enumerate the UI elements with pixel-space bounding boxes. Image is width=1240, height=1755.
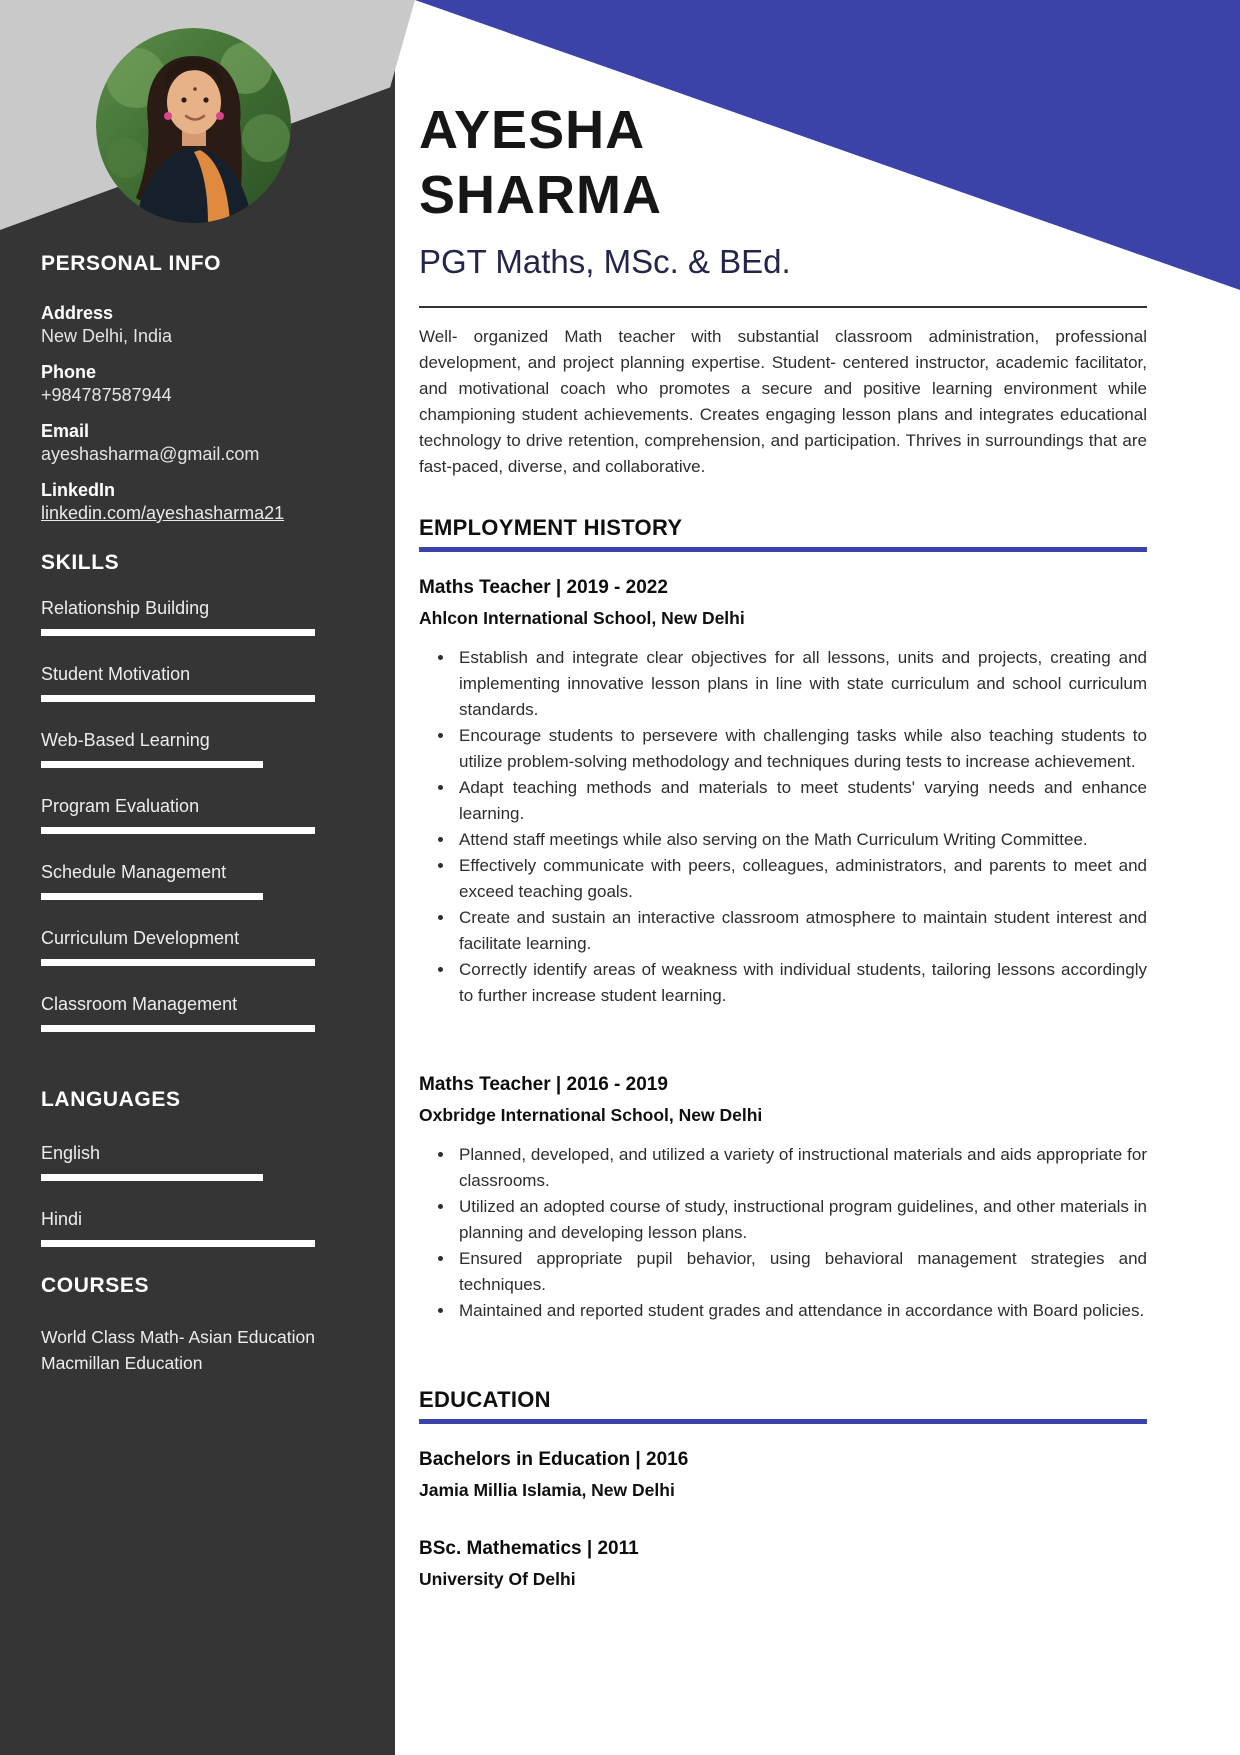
skill-label: Web-Based Learning xyxy=(41,730,210,750)
languages-list xyxy=(41,1142,375,1247)
header-divider xyxy=(419,306,1147,308)
personal-info-label: Phone xyxy=(41,362,97,382)
job-bullet: • Maintained and reported student grades and attendance in accordance with Board policies. xyxy=(455,1298,1147,1324)
job-bullet: • Adapt teaching methods and materials to meet students' varying needs and enhance learning. xyxy=(455,775,1147,827)
job-bullet: • Encourage students to persevere with challenging tasks while also teaching students to utilize problem-solving methodology and techniques during tests to increase achievement. xyxy=(455,723,1147,775)
course-line: Macmillan Education xyxy=(41,1353,203,1373)
education-school: Jamia Millia Islamia, New Delhi xyxy=(419,1480,675,1500)
language-bar-track xyxy=(41,1240,315,1247)
personal-info-label: Address xyxy=(41,303,114,323)
language-item xyxy=(41,1208,375,1247)
courses-section xyxy=(41,1274,375,1376)
job-bullet: • Effectively communicate with peers, colleagues, administrators, and parents to meet and exceed teaching goals. xyxy=(455,853,1147,905)
skill-bar-track xyxy=(41,1025,315,1032)
courses-list xyxy=(41,1324,375,1376)
skill-bar xyxy=(41,827,315,834)
education-school: University Of Delhi xyxy=(419,1569,576,1589)
job-company: Ahlcon International School, New Delhi xyxy=(419,608,745,628)
education-entry xyxy=(419,1537,1147,1590)
language-bar-track xyxy=(41,1174,315,1181)
skill-item xyxy=(41,795,375,834)
employment-history-list xyxy=(419,576,1147,1324)
language-label: Hindi xyxy=(41,1209,83,1229)
job-bullet: • Establish and integrate clear objectives for all lessons, units and projects, creating and implementing innovative lesson plans in line with state curriculum and school curriculum standards. xyxy=(455,645,1147,723)
skill-bar xyxy=(41,959,315,966)
skill-label: Schedule Management xyxy=(41,862,227,882)
personal-info-list xyxy=(41,302,375,466)
personal-info-label: Email xyxy=(41,421,90,441)
employment-history-underline xyxy=(419,547,1147,552)
skill-bar-track xyxy=(41,827,315,834)
skill-item xyxy=(41,993,375,1032)
course-line: World Class Math- Asian Education xyxy=(41,1327,315,1347)
personal-info-section xyxy=(41,252,375,525)
job-bullet: • Ensured appropriate pupil behavior, using behavioral management strategies and techniques. xyxy=(455,1246,1147,1298)
job-entry xyxy=(419,1073,1147,1324)
job-entry xyxy=(419,576,1147,1009)
personal-info-item xyxy=(41,361,375,407)
skill-label: Curriculum Development xyxy=(41,928,240,948)
job-company: Oxbridge International School, New Delhi xyxy=(419,1105,763,1125)
skill-label: Student Motivation xyxy=(41,664,191,684)
education-list xyxy=(419,1448,1147,1590)
personal-info-item xyxy=(41,420,375,466)
professional-summary: Well- organized Math teacher with substantial classroom administration, professional development, and project planning expertise. Student- centered instructor, academic facilitator, and motivational coach who promotes a secure and positive learning environment while championing student achievements. Creates engaging lesson plans and integrates educational technology to drive retention, comprehension, and participation. Thrives in surroundings that are fast-paced, diverse, and collaborative. xyxy=(419,327,1147,476)
personal-info-value: +984787587944 xyxy=(41,385,172,405)
job-bullet-list xyxy=(419,645,1147,1009)
personal-info-value: ayeshasharma@gmail.com xyxy=(41,444,260,464)
skill-item xyxy=(41,861,375,900)
skill-bar-track xyxy=(41,959,315,966)
skill-label: Classroom Management xyxy=(41,994,238,1014)
skill-bar-track xyxy=(41,893,315,900)
skill-bar xyxy=(41,761,263,768)
skill-item xyxy=(41,663,375,702)
profile-photo xyxy=(96,28,291,223)
skill-label: Program Evaluation xyxy=(41,796,200,816)
candidate-name xyxy=(419,0,1147,228)
skill-item xyxy=(41,927,375,966)
skill-item xyxy=(41,597,375,636)
job-bullet: • Attend staff meetings while also serving on the Math Curriculum Writing Committee. xyxy=(455,827,1147,853)
skill-bar xyxy=(41,1025,315,1032)
skill-bar-track xyxy=(41,761,315,768)
skill-bar-track xyxy=(41,629,315,636)
job-bullet-list xyxy=(419,1142,1147,1324)
skill-label: Relationship Building xyxy=(41,598,210,618)
languages-section xyxy=(41,1088,375,1247)
skill-item xyxy=(41,729,375,768)
linkedin-label: LinkedIn xyxy=(41,480,116,500)
name-line-2: SHARMA xyxy=(419,165,662,225)
skill-bar xyxy=(41,629,315,636)
skill-bar xyxy=(41,695,315,702)
job-title: Maths Teacher | 2019 - 2022 xyxy=(419,577,668,598)
language-item xyxy=(41,1142,375,1181)
courses-heading: COURSES xyxy=(41,1274,150,1297)
education-underline xyxy=(419,1419,1147,1424)
linkedin-link[interactable]: linkedin.com/ayeshasharma21 xyxy=(41,503,285,523)
job-bullet: • Create and sustain an interactive classroom atmosphere to maintain student interest and facilitate learning. xyxy=(455,905,1147,957)
name-line-1: AYESHA xyxy=(419,100,646,160)
personal-info-heading: PERSONAL INFO xyxy=(41,252,222,275)
personal-info-item-linkedin xyxy=(41,479,375,525)
skills-list xyxy=(41,597,375,1032)
job-bullet: • Utilized an adopted course of study, instructional program guidelines, and other materials in planning and developing lesson plans. xyxy=(455,1194,1147,1246)
skill-bar xyxy=(41,893,263,900)
languages-heading: LANGUAGES xyxy=(41,1088,181,1111)
language-bar xyxy=(41,1240,315,1247)
personal-info-value: New Delhi, India xyxy=(41,326,173,346)
candidate-title: PGT Maths, MSc. & BEd. xyxy=(419,243,791,280)
skills-heading: SKILLS xyxy=(41,551,120,574)
job-bullet: • Correctly identify areas of weakness with individual students, tailoring lessons accordingly to further increase student learning. xyxy=(455,957,1147,1009)
education-heading: EDUCATION xyxy=(419,1387,551,1412)
employment-history-heading: EMPLOYMENT HISTORY xyxy=(419,515,683,540)
sidebar xyxy=(0,0,395,1755)
skills-section xyxy=(41,551,375,1032)
education-degree: BSc. Mathematics | 2011 xyxy=(419,1538,639,1559)
profile-photo-illustration xyxy=(96,28,291,223)
education-entry xyxy=(419,1448,1147,1501)
skill-bar-track xyxy=(41,695,315,702)
language-bar xyxy=(41,1174,263,1181)
education-degree: Bachelors in Education | 2016 xyxy=(419,1449,689,1470)
main-content xyxy=(419,0,1147,1590)
job-bullet: • Planned, developed, and utilized a variety of instructional materials and aids appropriate for classrooms. xyxy=(455,1142,1147,1194)
personal-info-item xyxy=(41,302,375,348)
language-label: English xyxy=(41,1143,101,1163)
job-title: Maths Teacher | 2016 - 2019 xyxy=(419,1074,668,1095)
